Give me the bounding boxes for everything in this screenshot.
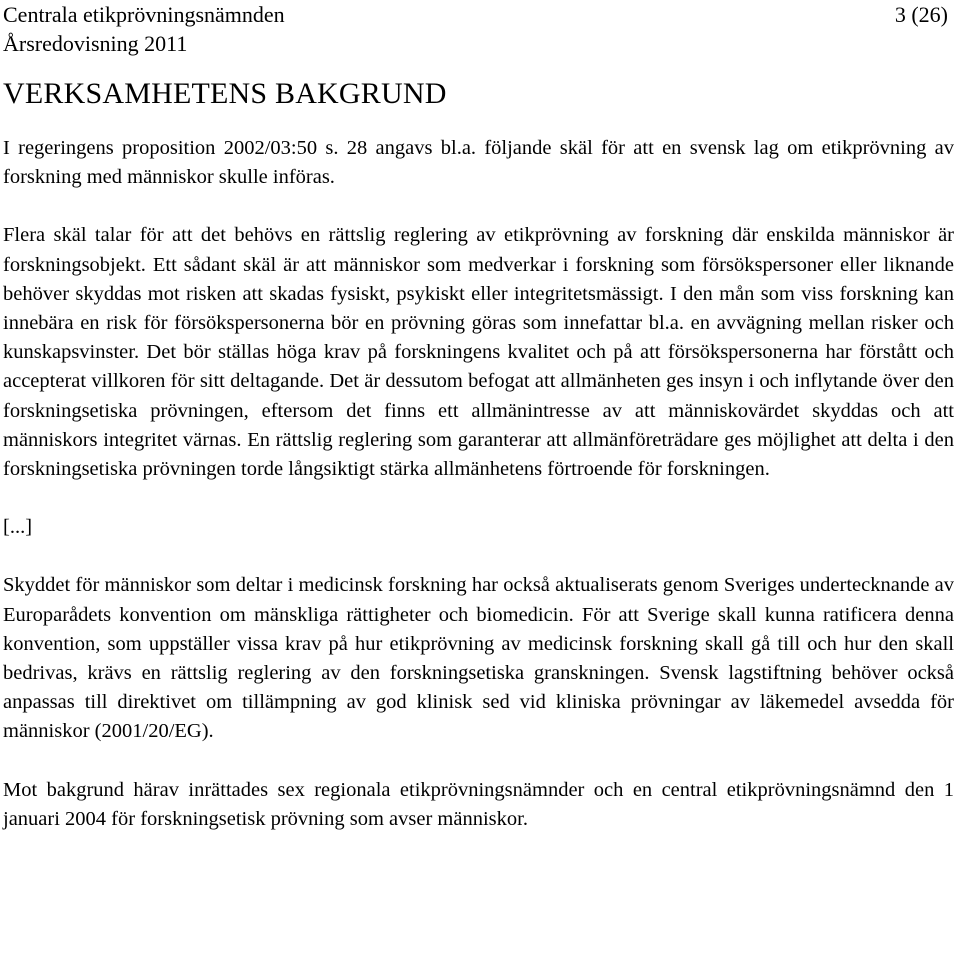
paragraph-quote: Flera skäl talar för att det behövs en rättslig reglering av etikprövning av forskning där enskilda människor är forskningsobjekt. Ett sådant skäl är att människor som medverkar i forskning som försökspersoner eller liknande behöver skyddas mot risken att skadas fysiskt, psykiskt eller integritetsmässigt. I den mån som viss forskning kan innebära en risk för försökspersonerna bör en prövning göras som innefattar bl.a. en avvägning mellan risker och kunskapsvinster. Det bör ställas höga krav på forskningens kvalitet och på att försökspersonerna har förstått och accepterat villkoren för sitt deltagande. Det är dessutom befogat att allmänheten ges insyn i och inflytande över den forskningsetiska prövningen, eftersom det finns ett allmänintresse av att människovärdet skyddas och att människors integritet värnas. En rättslig reglering som garanterar att allmänföreträdare ges möjlighet att delta i den forskningsetiska prövningen torde långsiktigt stärka allmänhetens förtroende för forskningen.	[3, 224, 954, 481]
paragraph-intro: I regeringens proposition 2002/03:50 s. 28 angavs bl.a. följande skäl för att en svensk lag om etikprövning av forskning med människor skulle införas.	[3, 137, 954, 189]
page-header	[3, 0, 954, 58]
paragraph-ellipsis: [...]	[3, 516, 33, 539]
page-number: 3 (26)	[894, 2, 948, 27]
header-org: Centrala etikprövningsnämnden	[3, 2, 285, 27]
paragraph-convention: Skyddet för människor som deltar i medicinsk forskning har också aktualiserats genom Sveriges undertecknande av Europarådets konvention om mänskliga rättigheter och biomedicin. För att Sverige skall kunna ratificera denna konvention, som uppställer vissa krav på hur etikprövning av medicinsk forskning skall gå till och hur den skall bedrivas, krävs en rättslig reglering av den forskningsetiska granskningen. Svensk lagstiftning behöver också anpassas till direktivet om tillämpning av god klinisk sed vid kliniska prövningar av läkemedel avsedda för människor (2001/20/EG).	[3, 574, 954, 743]
paragraph-conclusion: Mot bakgrund härav inrättades sex regionala etikprövningsnämnder och en central etikprövningsnämnd den 1 januari 2004 för forskningsetisk prövning som avser människor.	[3, 778, 954, 830]
header-report: Årsredovisning 2011	[3, 31, 188, 56]
section-title: VERKSAMHETENS BAKGRUND	[3, 77, 447, 110]
